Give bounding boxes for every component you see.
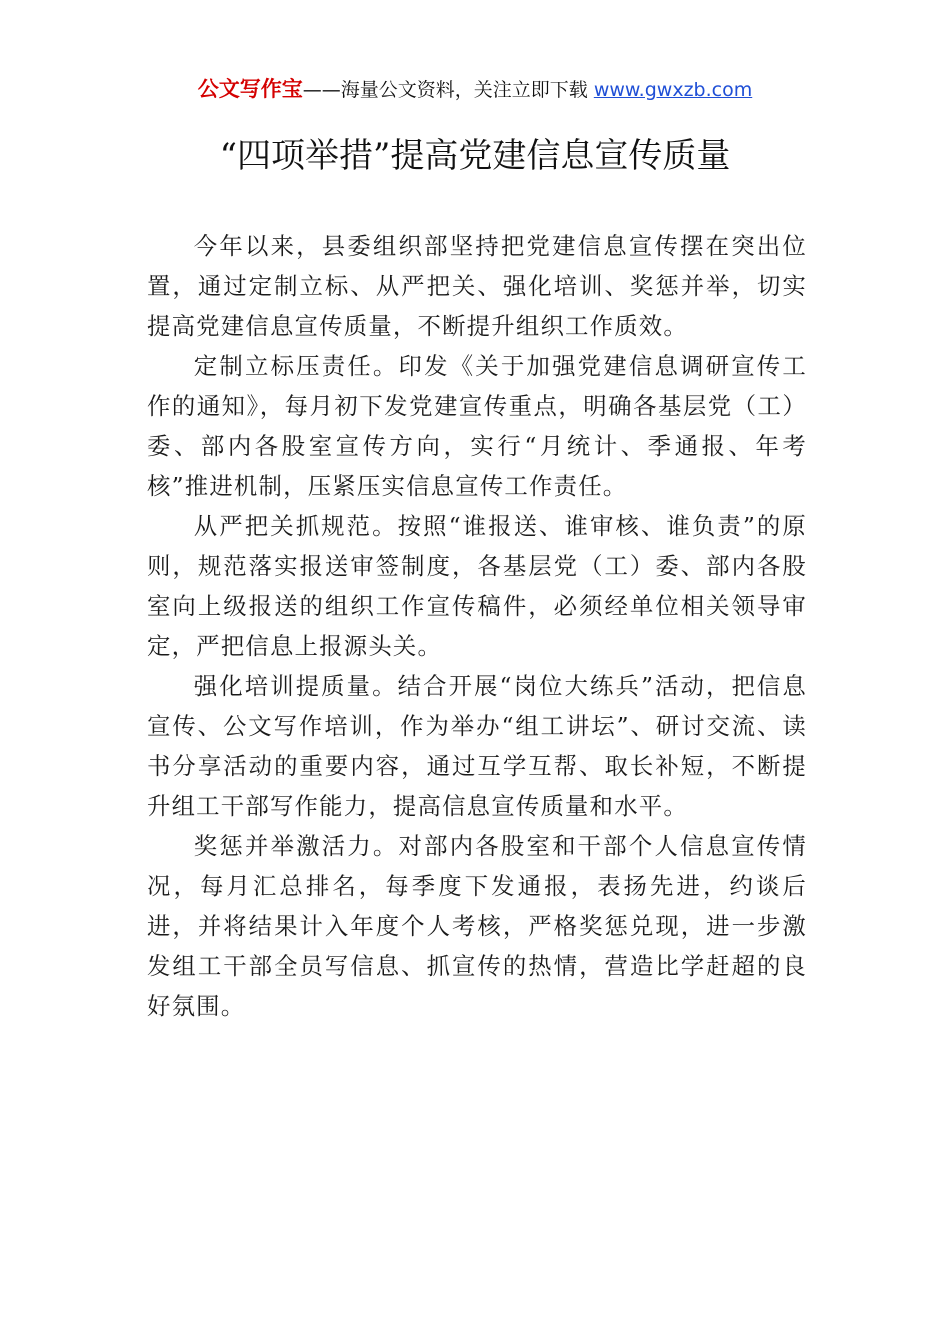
promo-header bbox=[0, 76, 950, 103]
paragraph-intro: 今年以来，县委组织部坚持把党建信息宣传摆在突出位置，通过定制立标、从严把关、强化培训、奖惩并举，切实提高党建信息宣传质量，不断提升组织工作质效。 bbox=[147, 232, 807, 340]
paragraph-training: 强化培训提质量。结合开展“岗位大练兵”活动，把信息宣传、公文写作培训，作为举办“组工讲坛”、研讨交流、读书分享活动的重要内容，通过互学互帮、取长补短，不断提升组工干部写作能力，提高信息宣传质量和水平。 bbox=[147, 672, 807, 820]
paragraph-responsibility: 定制立标压责任。印发《关于加强党建信息调研宣传工作的通知》，每月初下发党建宣传重点，明确各基层党（工）委、部内各股室宣传方向，实行“月统计、季通报、年考核”推进机制，压紧压实信息宣传工作责任。 bbox=[147, 352, 807, 500]
document-body bbox=[147, 226, 807, 1026]
paragraph-incentives: 奖惩并举激活力。对部内各股室和干部个人信息宣传情况，每月汇总排名，每季度下发通报，表扬先进，约谈后进，并将结果计入年度个人考核，严格奖惩兑现，进一步激发组工干部全员写信息、抓宣传的热情，营造比学赶超的良好氛围。 bbox=[147, 832, 807, 1020]
brand-name: 公文写作宝 bbox=[197, 77, 303, 101]
website-link[interactable]: www.gwxzb.com bbox=[593, 79, 753, 101]
header-tagline: ——海量公文资料，关注立即下载 bbox=[302, 79, 594, 101]
paragraph-standards: 从严把关抓规范。按照“谁报送、谁审核、谁负责”的原则，规范落实报送审签制度，各基层党（工）委、部内各股室向上级报送的组织工作宣传稿件，必须经单位相关领导审定，严把信息上报源头关。 bbox=[147, 512, 807, 660]
document-title: “四项举措”提高党建信息宣传质量 bbox=[219, 136, 731, 176]
